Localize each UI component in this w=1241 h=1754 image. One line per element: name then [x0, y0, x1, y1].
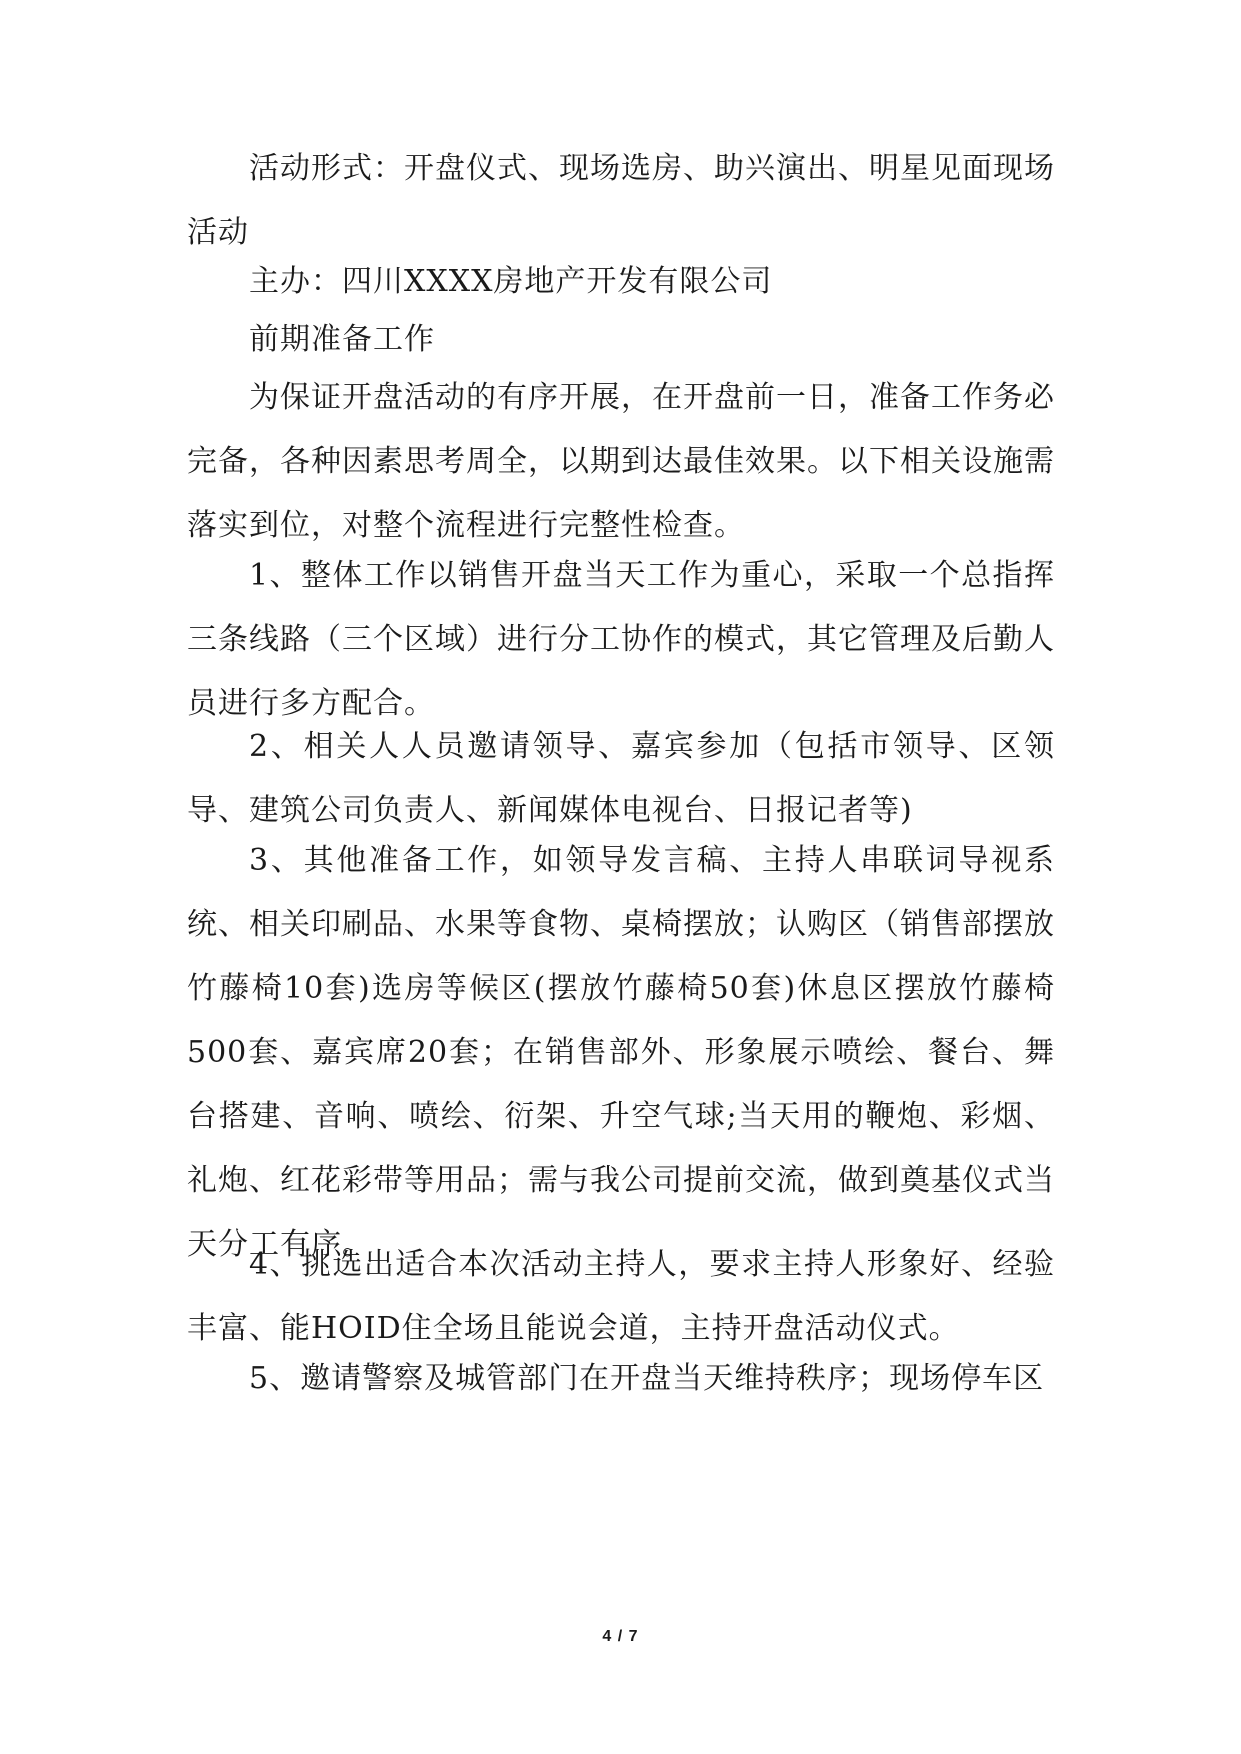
list-item-2: 2、相关人人员邀请领导、嘉宾参加（包括市领导、区领导、建筑公司负责人、新闻媒体电视台、日报记者等) [187, 729, 1055, 828]
page-number: 4 / 7 [602, 1628, 639, 1645]
list-item-4: 4、挑选出适合本次活动主持人，要求主持人形象好、经验丰富、能HOID住全场且能说会道，主持开盘活动仪式。 [187, 1247, 1055, 1346]
paragraph-organizer: 主办：四川XXXX房地产开发有限公司 [249, 264, 773, 299]
list-item-1: 1、整体工作以销售开盘当天工作为重心，采取一个总指挥三条线路（三个区域）进行分工协作的模式，其它管理及后勤人员进行多方配合。 [187, 558, 1055, 721]
list-item-3: 3、其他准备工作，如领导发言稿、主持人串联词导视系统、相关印刷品、水果等食物、桌椅摆放；认购区（销售部摆放竹藤椅10套)选房等候区(摆放竹藤椅50套)休息区摆放竹藤椅500套、嘉宾席20套；在销售部外、形象展示喷绘、餐台、舞台搭建、音响、喷绘、衍架、升空气球;当天用的鞭炮、彩烟、礼炮、红花彩带等用品；需与我公司提前交流，做到奠基仪式当天分工有序。 [187, 843, 1055, 1262]
paragraph-activity-format: 活动形式：开盘仪式、现场选房、助兴演出、明星见面现场活动 [187, 151, 1055, 250]
section-heading-preparation: 前期准备工作 [249, 322, 435, 357]
list-item-5: 5、邀请警察及城管部门在开盘当天维持秩序；现场停车区 [249, 1361, 1045, 1396]
paragraph-preparation-intro: 为保证开盘活动的有序开展，在开盘前一日，准备工作务必完备，各种因素思考周全，以期到达最佳效果。以下相关设施需落实到位，对整个流程进行完整性检查。 [187, 380, 1055, 543]
